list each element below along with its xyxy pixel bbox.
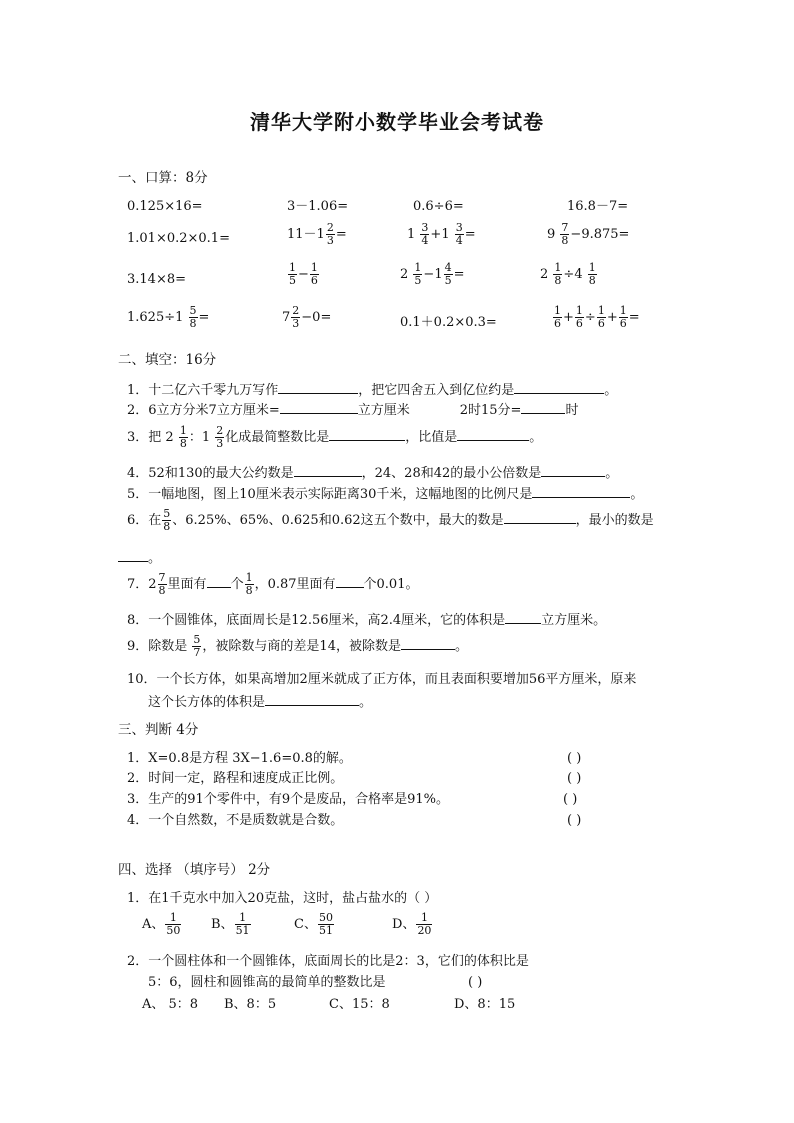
choice-q2-cont: 5：6，圆柱和圆锥高的最简单的整数比是: [148, 975, 386, 990]
calc-9: 3.14×8=: [127, 272, 187, 287]
fraction: $\frac{1}{8}$: [554, 261, 562, 287]
answer-blank: [514, 381, 604, 394]
judge-4-answer[interactable]: ( ): [567, 813, 582, 828]
calc-12: 2 $\frac{1}{8}$ ÷4 $\frac{1}{8}$: [540, 261, 596, 287]
fraction: $\frac{2}{3}$: [216, 424, 224, 450]
fraction: $\frac{1}{50}$: [166, 911, 181, 937]
exam-title: 清华大学附小数学毕业会考试卷: [250, 110, 544, 134]
choice-q2-a[interactable]: A、 5：8: [142, 997, 199, 1012]
calc-6-int: 11－1: [287, 227, 325, 242]
calc-2: 3－1.06=: [287, 199, 349, 214]
calc-15: 0.1＋0.2×0.3=: [400, 315, 497, 330]
calc-13: 1.625÷1 $\frac{5}{8}$ =: [127, 304, 210, 330]
answer-blank: [294, 464, 362, 477]
calc-5: 1.01×0.2×0.1=: [127, 231, 230, 246]
choice-q1-a[interactable]: A、 $\frac{1}{50}$: [142, 911, 181, 937]
fraction: $\frac{3}{4}$: [455, 221, 463, 247]
fraction: $\frac{2}{3}$: [292, 304, 300, 330]
fraction: $\frac{1}{5}$: [289, 261, 296, 287]
choice-q2-answer[interactable]: ( ): [468, 975, 483, 990]
judge-2-answer[interactable]: ( ): [567, 771, 582, 786]
judge-1-answer[interactable]: ( ): [567, 751, 582, 766]
section-1-heading: 一、口算：8分: [118, 170, 208, 186]
judge-3-answer[interactable]: ( ): [563, 792, 578, 807]
calc-3: 0.6÷6=: [413, 199, 464, 214]
answer-blank: [336, 575, 364, 588]
calc-14: 7 $\frac{2}{3}$ −0=: [282, 304, 332, 330]
fill-q10-cont: 这个长方体的体积是 。: [148, 695, 373, 710]
fraction: $\frac{3}{4}$: [421, 221, 429, 247]
calc-1: 0.125×16=: [127, 199, 203, 214]
answer-blank: [280, 401, 358, 414]
choice-q2: 2．一个圆柱体和一个圆锥体，底面周长的比是2：3，它们的体积比是: [127, 954, 529, 969]
fraction: $\frac{1}{6}$: [310, 261, 318, 287]
answer-blank: [278, 381, 358, 394]
fraction: $\frac{1}{6}$: [597, 304, 605, 330]
fraction: $\frac{5}{8}$: [189, 304, 197, 330]
calc-8: 9 $\frac{7}{8}$ −9.875=: [547, 221, 630, 247]
choice-q1-b[interactable]: B、 $\frac{1}{51}$: [211, 911, 250, 937]
fraction: $\frac{1}{8}$: [179, 424, 187, 450]
fill-q8: 8．一个圆锥体，底面周长是12.56厘米，高2.4厘米，它的体积是 立方厘米。: [127, 613, 607, 628]
fill-q9: 9．除数是 $\frac{5}{7}$ ，被除数与商的差是14，被除数是 。: [127, 633, 468, 659]
answer-blank: [329, 428, 405, 441]
fill-q7: 7．2 $\frac{7}{8}$ 里面有 个 $\frac{1}{8}$ ，0.87里面有 个0.01。: [127, 571, 419, 597]
judge-1: 1．X=0.8是方程 3X−1.6=0.8的解。: [127, 751, 352, 766]
fill-q2: 2．6立方分米7立方厘米= 立方厘米 2时15分= 时: [127, 403, 579, 418]
fraction: $\frac{1}{6}$: [554, 304, 561, 330]
choice-q1-c[interactable]: C、 $\frac{50}{51}$: [294, 911, 333, 937]
choice-q2-b[interactable]: B、8：5: [224, 997, 277, 1012]
fill-q1: 1．十二亿六千零九万写作 ，把它四舍五入到亿位约是 。: [127, 383, 618, 398]
fraction: $\frac{5}{8}$: [163, 507, 171, 533]
judge-4: 4．一个自然数，不是质数就是合数。: [127, 813, 344, 828]
answer-blank: [207, 575, 231, 588]
calc-11: 2 $\frac{1}{5}$ −1 $\frac{4}{5}$ =: [400, 261, 465, 287]
fill-q10: 10．一个长方体，如果高增加2厘米就成了正方体，而且表面积要增加56平方厘米，原来: [127, 672, 637, 687]
answer-blank: [457, 428, 529, 441]
fraction: $\frac{1}{8}$: [245, 571, 253, 597]
fraction: $\frac{2}{3}$: [326, 221, 334, 247]
answer-blank: [505, 611, 541, 624]
calc-16: $\frac{1}{6}$ + $\frac{1}{6}$ ÷ $\frac{1}{6}$ + $\frac{1}{6}$ =: [554, 304, 640, 330]
calc-7: 1 $\frac{3}{4}$ +1 $\frac{3}{4}$ =: [407, 221, 476, 247]
judge-3: 3．生产的91个零件中，有9个是废品，合格率是91%。: [127, 792, 449, 807]
answer-blank: [541, 464, 605, 477]
fill-q5: 5．一幅地图，图上10厘米表示实际距离30千米，这幅地图的比例尺是 。: [127, 487, 644, 502]
calc-4: 16.8－7=: [567, 199, 629, 214]
answer-blank: [401, 637, 455, 650]
fraction: $\frac{1}{8}$: [588, 261, 596, 287]
fraction: $\frac{50}{51}$: [318, 911, 333, 937]
fill-q3: 3．把 2 $\frac{1}{8}$ ：1 $\frac{2}{3}$ 化成最简整数比是 ，比值是 。: [127, 424, 543, 450]
fraction: $\frac{1}{20}$: [417, 911, 432, 937]
fraction: $\frac{7}{8}$: [561, 221, 569, 247]
section-4-heading: 四、选择 （填序号） 2分: [118, 862, 271, 878]
answer-blank: [521, 401, 565, 414]
judge-2: 2．时间一定，路程和速度成正比例。: [127, 771, 344, 786]
fraction: $\frac{1}{6}$: [619, 304, 627, 330]
fraction: $\frac{1}{5}$: [414, 261, 422, 287]
choice-q2-c[interactable]: C、15：8: [329, 997, 390, 1012]
choice-q1: 1．在1千克水中加入20克盐，这时，盐占盐水的（ ）: [127, 891, 438, 906]
section-3-heading: 三、判断 4分: [118, 722, 199, 738]
calc-10: $\frac{1}{5}$ − $\frac{1}{6}$: [289, 261, 318, 287]
choice-q1-d[interactable]: D、 $\frac{1}{20}$: [392, 911, 432, 937]
fraction: $\frac{5}{7}$: [193, 633, 201, 659]
fraction: $\frac{4}{5}$: [444, 261, 452, 287]
fill-q4: 4．52和130的最大公约数是 ，24、28和42的最小公倍数是 。: [127, 466, 619, 481]
fill-q6: 6．在 $\frac{5}{8}$ 、6.25%、65%、0.625和0.62这五个数中，最大的数是 ，最小的数是: [127, 507, 654, 533]
choice-q2-d[interactable]: D、8：15: [454, 997, 516, 1012]
calc-6: 11－1 $\frac{2}{3}$ =: [287, 221, 347, 247]
fraction: $\frac{7}{8}$: [158, 571, 166, 597]
answer-blank: [265, 693, 359, 706]
fraction: $\frac{1}{51}$: [235, 911, 250, 937]
answer-blank: [532, 485, 630, 498]
answer-blank: [118, 549, 148, 562]
fill-q6-cont: 。: [118, 549, 161, 567]
fraction: $\frac{1}{6}$: [575, 304, 583, 330]
section-2-heading: 二、填空：16分: [118, 352, 217, 368]
answer-blank: [504, 511, 576, 524]
